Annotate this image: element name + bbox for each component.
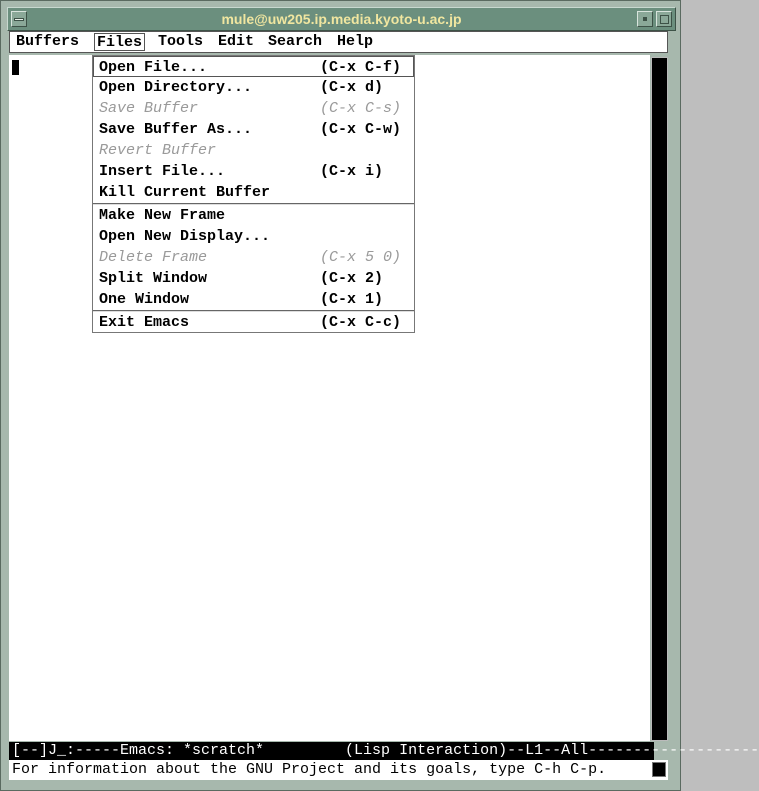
text-cursor — [12, 60, 19, 75]
menu-item-open-directory[interactable]: Open Directory... (C-x d) — [99, 79, 384, 96]
menu-tools[interactable]: Tools — [158, 33, 204, 50]
menu-search[interactable]: Search — [268, 33, 323, 50]
files-menu-dropdown — [92, 55, 415, 333]
minimize-icon[interactable] — [637, 11, 653, 27]
menu-help[interactable]: Help — [337, 33, 374, 50]
maximize-icon[interactable] — [656, 11, 672, 27]
menu-item-exit-emacs[interactable]: Exit Emacs (C-x C-c) — [99, 314, 402, 331]
title-bar[interactable] — [7, 7, 676, 31]
menu-item-save-buffer-as[interactable]: Save Buffer As... (C-x C-w) — [99, 121, 402, 138]
menu-buffers[interactable]: Buffers — [16, 33, 80, 50]
menu-item-kill-current-buffer[interactable]: Kill Current Buffer — [99, 184, 271, 201]
minibuffer-scroll-box — [652, 762, 666, 777]
menu-item-revert-buffer: Revert Buffer — [99, 142, 217, 159]
menu-edit[interactable]: Edit — [218, 33, 255, 50]
menu-item-open-file[interactable]: Open File... (C-x C-f) — [93, 56, 414, 77]
menu-item-open-new-display[interactable]: Open New Display... — [99, 228, 271, 245]
menu-item-save-buffer: Save Buffer (C-x C-s) — [99, 100, 402, 117]
mode-line: [--]J_:-----Emacs: *scratch* (Lisp Interaction)--L1--All------------------- — [9, 742, 654, 760]
scrollbar-thumb[interactable] — [654, 60, 665, 738]
menu-item-split-window[interactable]: Split Window (C-x 2) — [99, 270, 384, 287]
menu-item-delete-frame: Delete Frame (C-x 5 0) — [99, 249, 402, 266]
minibuffer[interactable]: For information about the GNU Project and its goals, type C-h C-p. — [9, 760, 668, 780]
menu-bar — [9, 31, 668, 53]
menu-item-insert-file[interactable]: Insert File... (C-x i) — [99, 163, 384, 180]
menu-item-make-new-frame[interactable]: Make New Frame — [99, 207, 226, 224]
menu-files[interactable]: Files — [94, 33, 145, 51]
vertical-scrollbar[interactable] — [651, 57, 668, 741]
window-title: mule@uw205.ip.media.kyoto-u.ac.jp — [221, 11, 462, 27]
menu-item-one-window[interactable]: One Window (C-x 1) — [99, 291, 384, 308]
